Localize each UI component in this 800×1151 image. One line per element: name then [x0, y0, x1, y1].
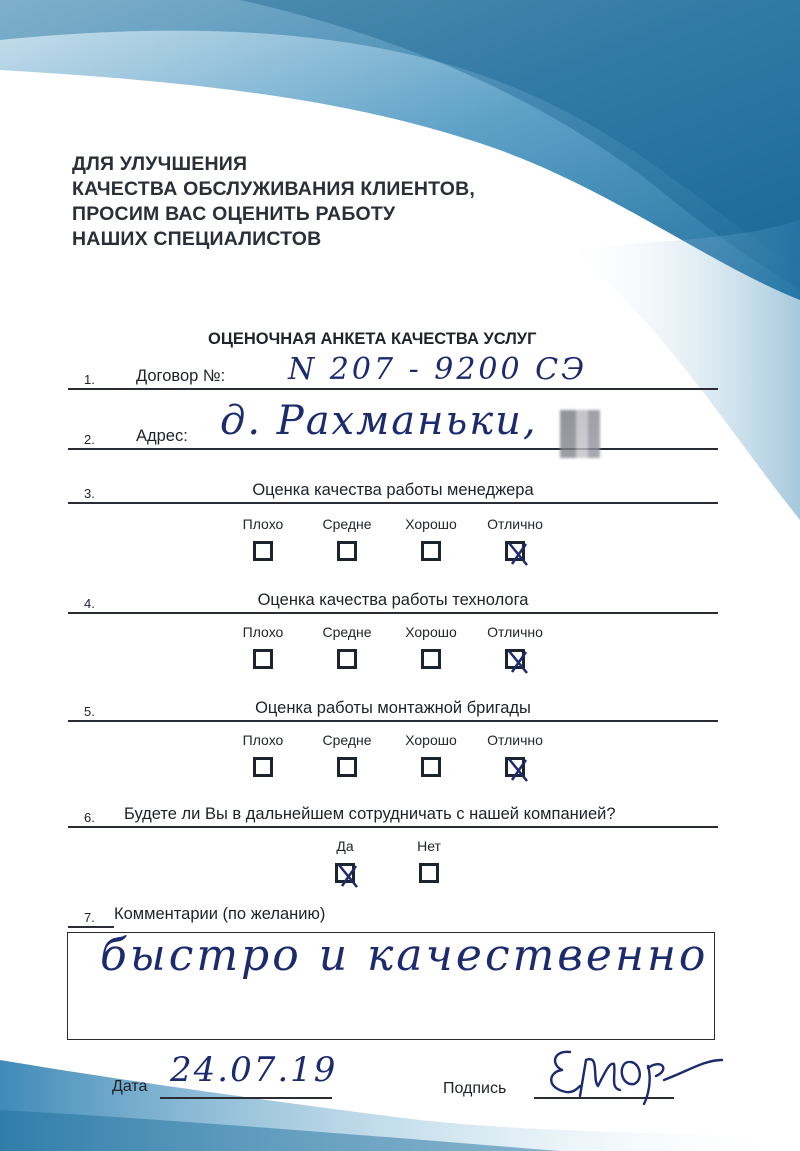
- rating-title: Оценка работы монтажной бригады: [255, 699, 531, 717]
- address-value[interactable]: д. Рахманьки,: [220, 398, 538, 444]
- rating-row-technologist: [68, 584, 718, 614]
- field-underline: [68, 388, 718, 390]
- option-label: Плохо: [242, 732, 284, 748]
- checkbox-checked[interactable]: [505, 757, 525, 777]
- option-sredne[interactable]: [302, 732, 392, 777]
- check-x-icon: [504, 540, 532, 568]
- address-label: Адрес:: [136, 427, 188, 445]
- field-underline: [68, 612, 718, 614]
- option-plokho[interactable]: [218, 516, 308, 561]
- field-number: 5.: [84, 704, 95, 719]
- check-x-icon: [504, 648, 532, 676]
- field-underline: [68, 502, 718, 504]
- option-label: Плохо: [242, 516, 284, 532]
- rating-row-crew: [68, 692, 718, 722]
- comments-row: [68, 898, 368, 928]
- checkbox[interactable]: [337, 649, 357, 669]
- field-number: 7.: [84, 910, 95, 925]
- checkbox[interactable]: [253, 541, 273, 561]
- comments-label: Комментарии (по желанию): [114, 905, 326, 923]
- option-khorosho[interactable]: [386, 624, 476, 669]
- option-net[interactable]: [384, 838, 474, 883]
- field-underline: [68, 448, 718, 450]
- option-label: Хорошо: [405, 732, 457, 748]
- signature-label: Подпись: [443, 1080, 507, 1097]
- checkbox[interactable]: [253, 649, 273, 669]
- checkbox-checked[interactable]: [505, 649, 525, 669]
- field-number: 4.: [84, 596, 95, 611]
- field-underline: [68, 826, 718, 828]
- checkbox[interactable]: [421, 541, 441, 561]
- comments-value[interactable]: быстро и качественно: [100, 930, 709, 981]
- check-x-icon: [504, 756, 532, 784]
- date-value[interactable]: 24.07.19: [170, 1050, 338, 1090]
- checkbox[interactable]: [337, 541, 357, 561]
- checkbox[interactable]: [337, 757, 357, 777]
- rating-row-manager: [68, 474, 718, 504]
- field-number: 2.: [84, 432, 95, 447]
- signature-mark[interactable]: [540, 1040, 725, 1105]
- option-label: Да: [336, 838, 354, 854]
- option-otlichno[interactable]: [470, 732, 560, 777]
- check-x-icon: [334, 862, 362, 890]
- option-label: Отлично: [487, 516, 543, 532]
- option-label: Средне: [322, 516, 372, 532]
- option-label: Хорошо: [405, 624, 457, 640]
- option-sredne[interactable]: [302, 516, 392, 561]
- option-khorosho[interactable]: [386, 516, 476, 561]
- option-sredne[interactable]: [302, 624, 392, 669]
- option-plokho[interactable]: [218, 732, 308, 777]
- option-da[interactable]: [300, 838, 390, 883]
- option-label: Средне: [322, 732, 372, 748]
- field-number: 6.: [84, 810, 95, 825]
- checkbox[interactable]: [421, 757, 441, 777]
- checkbox[interactable]: [419, 863, 439, 883]
- header-line-1: ДЛЯ УЛУЧШЕНИЯ: [72, 153, 248, 175]
- checkbox-checked[interactable]: [505, 541, 525, 561]
- option-khorosho[interactable]: [386, 732, 476, 777]
- question-row-cooperation: [68, 798, 718, 828]
- header-line-2: КАЧЕСТВА ОБСЛУЖИВАНИЯ КЛИЕНТОВ,: [72, 178, 476, 200]
- checkbox-checked[interactable]: [335, 863, 355, 883]
- field-underline: [68, 720, 718, 722]
- rating-title: Оценка качества работы менеджера: [252, 481, 534, 499]
- header-line-4: НАШИХ СПЕЦИАЛИСТОВ: [72, 228, 322, 250]
- option-label: Средне: [322, 624, 372, 640]
- option-label: Отлично: [487, 624, 543, 640]
- field-number: 1.: [84, 372, 95, 387]
- option-label: Хорошо: [405, 516, 457, 532]
- form-title: ОЦЕНОЧНАЯ АНКЕТА КАЧЕСТВА УСЛУГ: [208, 330, 537, 348]
- contract-label: Договор №:: [136, 367, 226, 385]
- contract-value[interactable]: N 207 - 9200 СЭ: [288, 352, 588, 387]
- page-header: [72, 152, 475, 252]
- option-otlichno[interactable]: [470, 516, 560, 561]
- field-number: 3.: [84, 486, 95, 501]
- question-title: Будете ли Вы в дальнейшем сотрудничать с нашей компанией?: [124, 805, 616, 823]
- option-otlichno[interactable]: [470, 624, 560, 669]
- option-label: Плохо: [242, 624, 284, 640]
- date-underline: [160, 1097, 332, 1099]
- header-line-3: ПРОСИМ ВАС ОЦЕНИТЬ РАБОТУ: [72, 203, 396, 225]
- rating-title: Оценка качества работы технолога: [257, 591, 529, 609]
- date-label: Дата: [112, 1078, 148, 1095]
- option-label: Нет: [417, 838, 441, 854]
- option-plokho[interactable]: [218, 624, 308, 669]
- option-label: Отлично: [487, 732, 543, 748]
- checkbox[interactable]: [253, 757, 273, 777]
- checkbox[interactable]: [421, 649, 441, 669]
- field-underline: [68, 926, 114, 928]
- redaction-blur: [560, 410, 600, 458]
